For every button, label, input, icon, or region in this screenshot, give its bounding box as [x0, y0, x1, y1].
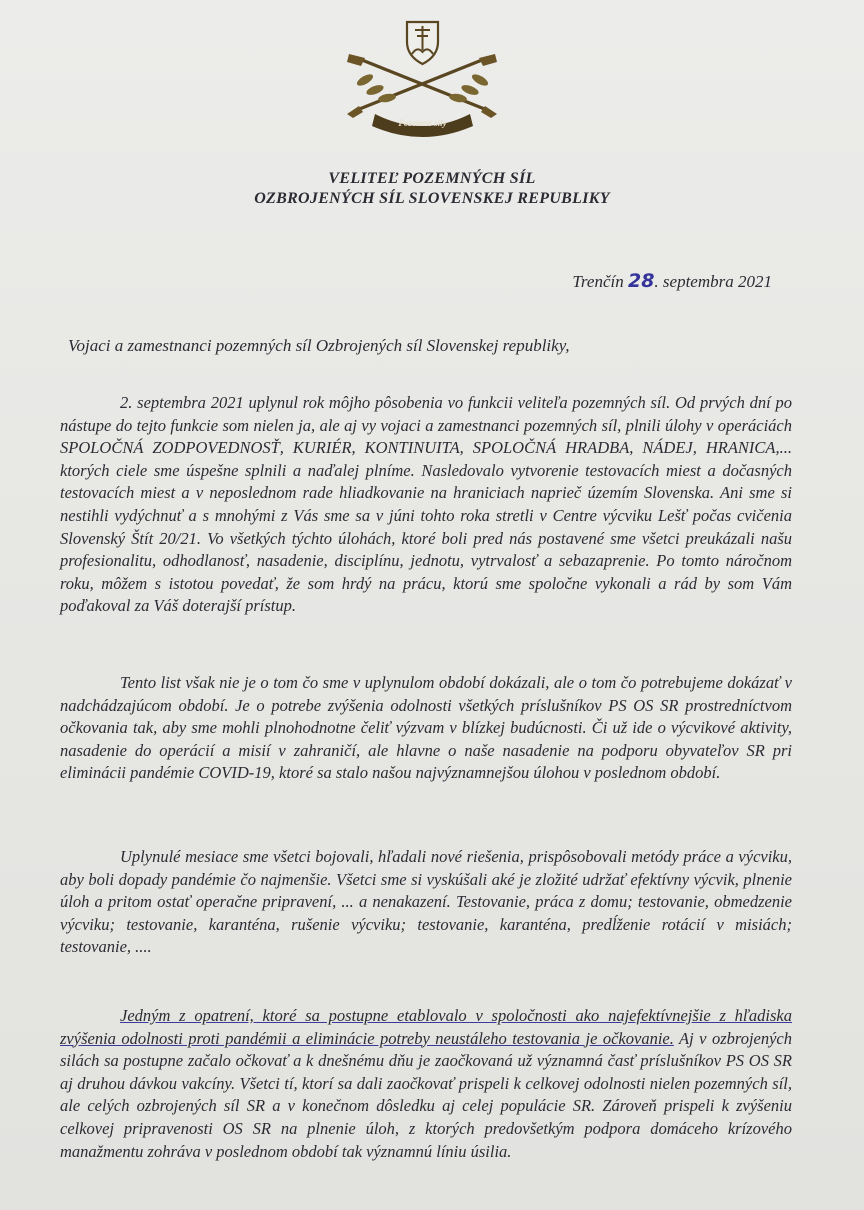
dateline-day-handwritten: 28 — [627, 270, 655, 292]
paragraph-4-underlined: Jedným z opatrení, ktoré sa postupne etablovalo v spoločnosti ako najefektívnejšie z hľadiska zvýšenia odolnosti proti pandémii a eliminácie potreby neustáleho testovania je očkovanie. — [60, 1006, 792, 1048]
emblem-ribbon-text: Pozemné sily — [398, 118, 447, 128]
paragraph-3: Uplynulé mesiace sme všetci bojovali, hľadali nové riešenia, prispôsobovali metódy práce a výcviku, aby boli dopady pandémie čo najmenšie. Všetci sme si vyskúšali aké je zložité udržať efektívny výcvik, plnenie úloh a pritom ostať operačne pripravení, ... a nenakazení. Testovanie, práca z domu; testovanie, obmedzenie výcviku; testovanie, karanténa, rušenie výcviku; testovanie, karanténa, predĺženie rotácií v misiách; testovanie, .... — [60, 847, 792, 957]
salutation: Vojaci a zamestnanci pozemných síl Ozbrojených síl Slovenskej republiky, — [68, 336, 570, 355]
dateline — [572, 270, 772, 292]
header-title-line1: VELITEĽ POZEMNÝCH SÍL — [328, 170, 536, 187]
paragraph-4 — [60, 1005, 792, 1163]
paragraph-1: 2. septembra 2021 uplynul rok môjho pôsobenia vo funkcii veliteľa pozemných síl. Od prvých dní po nástupe do tejto funkcie som nielen ja, ale aj vy vojaci a zamestnanci pozemných síl, plnili úlohy v operáciách SPOLOČNÁ ZODPOVEDNOSŤ, KURIÉR, KONTINUITA, SPOLOČNÁ HRADBA, NÁDEJ, HRANICA,... ktorých ciele sme úspešne splnili a naďalej plníme. Nasledovalo vytvorenie testovacích miest a dočasných testovacích miest a v neposlednom rade hliadkovanie na hraniciach naprieč územím Slovenska. Ani sme si nestihli vydýchnuť a s mnohými z Vás sme sa v júni tohto roka stretli v Centre výcviku Lešť počas cvičenia Slovenský Štít 20/21. Vo všetkých týchto úlohách, ktoré boli pred nás postavené sme všetci preukázali našu profesionalitu, odhodlanosť, nasadenie, disciplínu, jednotu, vytrvalosť a sebazaprenie. Po tomto náročnom roku, môžem s istotou povedať, že som hrdý na prácu, ktorú sme spoločne vykonali a rád by som Vám poďakoval za Váš doterajší prístup. — [60, 393, 792, 616]
dateline-place: Trenčín — [572, 272, 624, 291]
paragraph-2: Tento list však nie je o tom čo sme v uplynulom období dokázali, ale o tom čo potrebujeme dokázať v nadchádzajúcom období. Je o potrebe zvýšenia odolnosti všetkých príslušníkov PS OS SR prostredníctvom očkovania tak, aby sme mohli plnohodnotne čeliť výzvam v blízkej budúcnosti. Či už ide o výcvikové aktivity, nasadenie do operácií a misií v zahraničí, ale hlavne o naše nasadenie na podporu obyvateľov SR pri eliminácii pandémie COVID-19, ktoré sa stalo našou najvýznamnejšou úlohou v poslednom období. — [60, 673, 792, 783]
paragraph-4-rest: Aj v ozbrojených silách sa postupne začalo očkovať a k dnešnému dňu je zaočkovaná už významná časť príslušníkov PS OS SR aj druhou dávkou vakcíny. Všetci tí, ktorí sa dali zaočkovať prispeli k celkovej odolnosti nielen pozemných síl, ale celých ozbrojených síl SR a v konečnom dôsledku aj celej populácie SR. Zároveň prispeli k zvýšeniu celkovej pripravenosti OS SR na plnenie úloh, z ktorých predovšetkým podpora domáceho krízového manažmentu zohráva v poslednom období tak významnú líniu úsilia. — [60, 1028, 793, 1161]
header-title-line2: OZBROJENÝCH SÍL SLOVENSKEJ REPUBLIKY — [254, 190, 610, 207]
dateline-month-year: . septembra 2021 — [654, 272, 772, 291]
